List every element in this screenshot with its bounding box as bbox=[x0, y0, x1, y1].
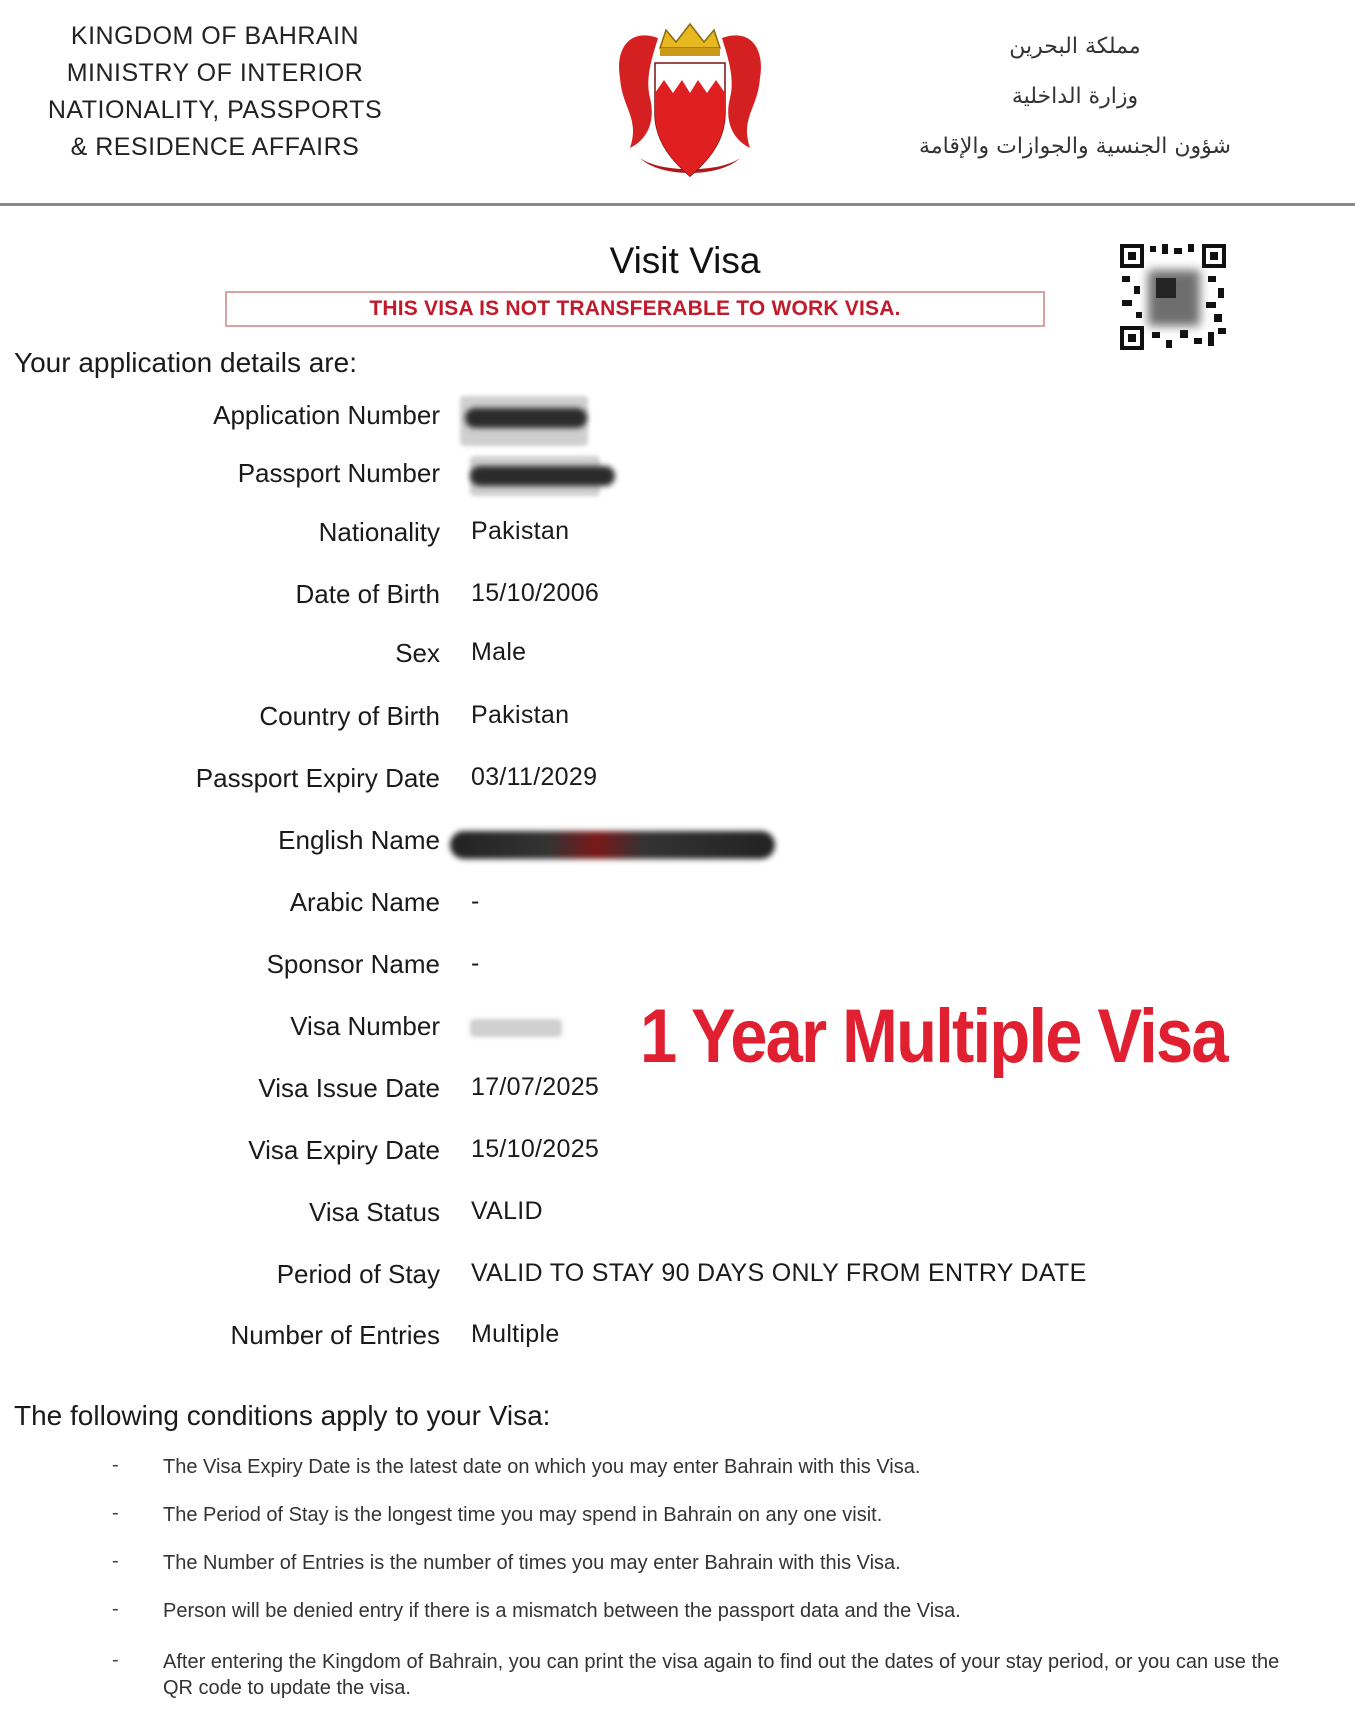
redaction-mark bbox=[450, 831, 775, 859]
header-arabic-kingdom: مملكة البحرين bbox=[1009, 34, 1141, 59]
detail-label: Visa Number bbox=[290, 1011, 440, 1041]
detail-label: Sponsor Name bbox=[266, 949, 440, 979]
condition-text: Person will be denied entry if there is a mismatch between the passport data and the Visa. bbox=[163, 1600, 961, 1622]
header-line-affairs: & RESIDENCE AFFAIRS bbox=[70, 133, 360, 161]
detail-row-sex bbox=[0, 638, 1355, 678]
detail-label: Nationality bbox=[318, 517, 440, 547]
detail-row-nationality bbox=[0, 517, 1355, 557]
details-intro: Your application details are: bbox=[14, 347, 357, 378]
header-arabic-ministry: وزارة الداخلية bbox=[1011, 84, 1139, 109]
detail-row-period-of-stay bbox=[0, 1259, 1355, 1299]
detail-label: Arabic Name bbox=[289, 887, 440, 917]
detail-row-date-of-birth bbox=[0, 579, 1355, 619]
detail-value: 17/07/2025 bbox=[471, 1073, 600, 1101]
promo-overlay-text: 1 Year Multiple Visa bbox=[640, 994, 1227, 1079]
list-bullet: - bbox=[112, 1649, 119, 1671]
header-divider bbox=[0, 203, 1355, 206]
detail-label: Passport Number bbox=[237, 458, 440, 488]
detail-label: Date of Birth bbox=[295, 579, 440, 609]
detail-label: Sex bbox=[395, 638, 440, 668]
redaction-mark bbox=[465, 408, 587, 428]
detail-row-passport-expiry bbox=[0, 763, 1355, 803]
condition-text: The Number of Entries is the number of times you may enter Bahrain with this Visa. bbox=[163, 1552, 901, 1574]
conditions-heading: The following conditions apply to your Visa: bbox=[14, 1400, 551, 1431]
detail-row-passport-number bbox=[0, 458, 1355, 498]
redaction-mark bbox=[470, 1019, 562, 1037]
detail-label: Visa Issue Date bbox=[258, 1073, 440, 1103]
condition-text: The Period of Stay is the longest time you may spend in Bahrain on any one visit. bbox=[163, 1504, 883, 1526]
document-header bbox=[0, 0, 1355, 205]
ministry-name-english bbox=[30, 18, 400, 166]
detail-value: 03/11/2029 bbox=[471, 763, 598, 791]
header-line-ministry: MINISTRY OF INTERIOR bbox=[66, 59, 364, 87]
transfer-warning-banner: THIS VISA IS NOT TRANSFERABLE TO WORK VISA. bbox=[225, 291, 1045, 327]
list-bullet: - bbox=[112, 1550, 119, 1572]
detail-row-visa-status bbox=[0, 1197, 1355, 1237]
detail-label: Visa Status bbox=[308, 1197, 440, 1227]
detail-label: Passport Expiry Date bbox=[195, 763, 440, 793]
detail-value: Multiple bbox=[471, 1320, 560, 1348]
detail-row-sponsor-name bbox=[0, 949, 1355, 989]
page-title: Visit Visa bbox=[609, 240, 761, 281]
detail-label: Period of Stay bbox=[276, 1259, 440, 1289]
detail-value: 15/10/2006 bbox=[471, 579, 600, 607]
header-line-department: NATIONALITY, PASSPORTS bbox=[47, 96, 383, 124]
detail-label: English Name bbox=[278, 825, 440, 855]
qr-code-icon[interactable] bbox=[1118, 242, 1228, 352]
list-bullet: - bbox=[112, 1454, 119, 1476]
detail-value: Pakistan bbox=[471, 701, 570, 729]
detail-row-english-name bbox=[0, 825, 1355, 865]
detail-value: VALID TO STAY 90 DAYS ONLY FROM ENTRY DATE bbox=[471, 1259, 1087, 1287]
detail-value: Male bbox=[471, 638, 527, 666]
header-line-kingdom: KINGDOM OF BAHRAIN bbox=[70, 22, 360, 50]
header-arabic-department: شؤون الجنسية والجوازات والإقامة bbox=[919, 134, 1231, 159]
condition-text: The Visa Expiry Date is the latest date on which you may enter Bahrain with this Visa. bbox=[163, 1456, 921, 1478]
detail-row-arabic-name bbox=[0, 887, 1355, 927]
detail-label: Number of Entries bbox=[230, 1320, 440, 1350]
condition-text: After entering the Kingdom of Bahrain, you can print the visa again to find out the dates of your stay period, or you can use the QR code to update the visa. bbox=[163, 1651, 1280, 1699]
detail-label: Country of Birth bbox=[259, 701, 440, 731]
detail-value: - bbox=[471, 949, 480, 977]
bahrain-emblem-icon bbox=[600, 8, 780, 193]
detail-row-application-number bbox=[0, 400, 1355, 440]
ministry-name-arabic bbox=[875, 22, 1275, 172]
detail-value: VALID bbox=[471, 1197, 543, 1225]
detail-value: Pakistan bbox=[471, 517, 570, 545]
detail-label: Visa Expiry Date bbox=[248, 1135, 440, 1165]
detail-value: 15/10/2025 bbox=[471, 1135, 600, 1163]
detail-row-visa-expiry-date bbox=[0, 1135, 1355, 1175]
redaction-mark bbox=[470, 466, 615, 486]
detail-label: Application Number bbox=[213, 400, 440, 430]
list-bullet: - bbox=[112, 1598, 119, 1620]
detail-row-country-of-birth bbox=[0, 701, 1355, 741]
list-bullet: - bbox=[112, 1502, 119, 1524]
detail-value: - bbox=[471, 887, 480, 915]
crown-icon bbox=[660, 24, 720, 56]
detail-row-number-of-entries bbox=[0, 1320, 1355, 1360]
